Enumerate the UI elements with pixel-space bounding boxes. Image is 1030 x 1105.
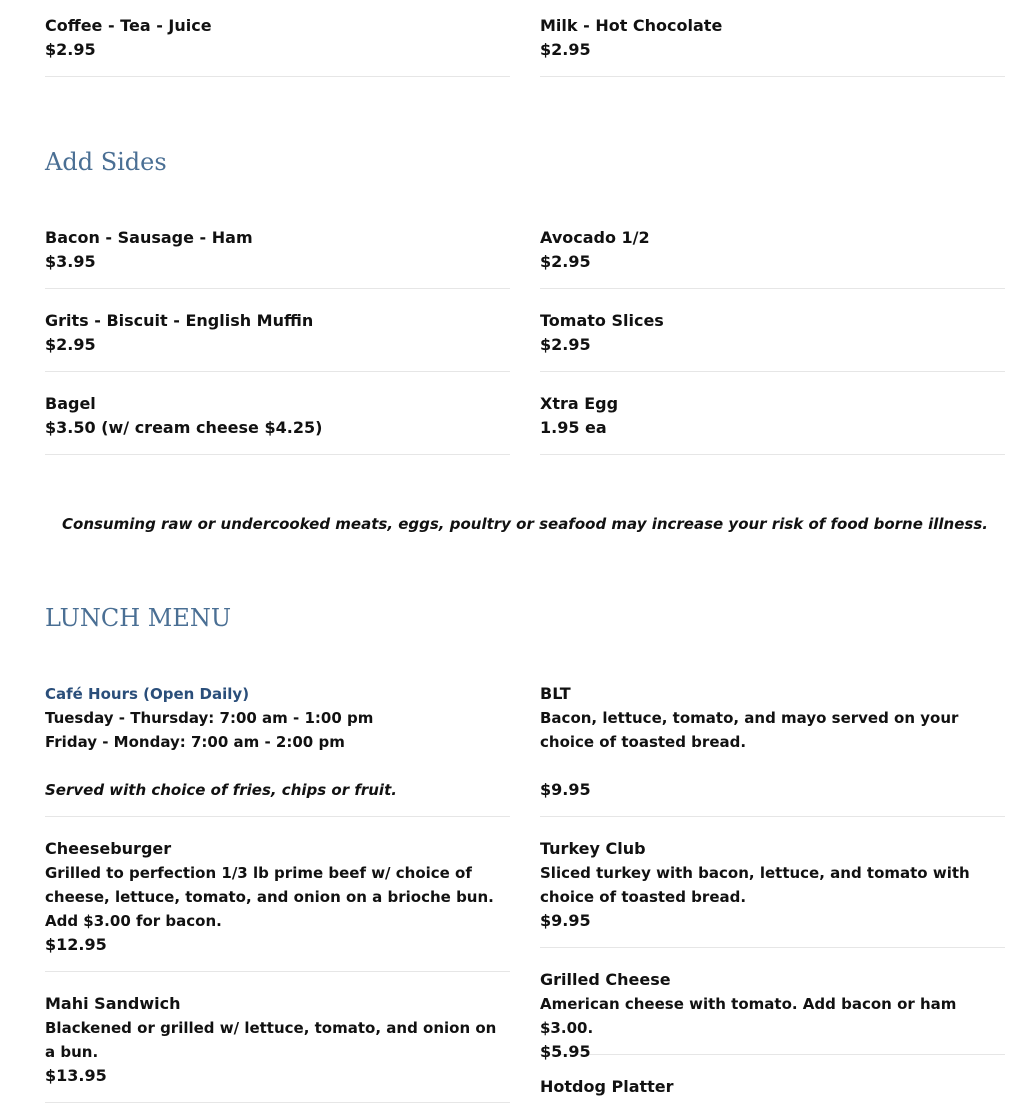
menu-item-avocado: [540, 226, 1005, 289]
cafe-hours-block: [45, 682, 510, 817]
item-name: Cheeseburger: [45, 839, 172, 858]
section-title-lunch-menu: LUNCH MENU: [45, 604, 232, 632]
item-price: $5.95: [540, 1042, 591, 1061]
item-price: $2.95: [540, 40, 591, 59]
cafe-hours-title: Café Hours (Open Daily): [45, 685, 250, 703]
hours-weekday: Tuesday - Thursday: 7:00 am - 1:00 pm: [45, 709, 374, 727]
menu-item-grilled-cheese: [540, 968, 1005, 1061]
item-price: $3.95: [45, 252, 96, 271]
item-name: Bacon - Sausage - Ham: [45, 228, 253, 247]
menu-item-bacon-sausage-ham: [45, 226, 510, 289]
item-price: $12.95: [45, 935, 107, 954]
item-description: Grilled to perfection 1/3 lb prime beef w/ choice of cheese, lettuce, tomato, and onion on a brioche bun. Add $3.00 for bacon.: [45, 864, 494, 930]
item-description: Sliced turkey with bacon, lettuce, and tomato with choice of toasted bread.: [540, 864, 970, 906]
item-name: Grilled Cheese: [540, 970, 671, 989]
item-price: $9.95: [540, 911, 591, 930]
item-price: $2.95: [540, 335, 591, 354]
item-name: Tomato Slices: [540, 311, 664, 330]
item-name: Avocado 1/2: [540, 228, 650, 247]
item-name: Coffee - Tea - Juice: [45, 16, 212, 35]
section-title-add-sides: Add Sides: [45, 148, 167, 176]
item-price: 1.95 ea: [540, 418, 607, 437]
item-price: $2.95: [45, 40, 96, 59]
menu-item-blt: [540, 682, 1005, 817]
menu-item-cheeseburger: [45, 837, 510, 972]
item-name: Mahi Sandwich: [45, 994, 181, 1013]
item-price: $2.95: [540, 252, 591, 271]
item-description: Bacon, lettuce, tomato, and mayo served on your choice of toasted bread.: [540, 709, 959, 751]
item-price: $9.95: [540, 780, 591, 799]
item-name: Grits - Biscuit - English Muffin: [45, 311, 314, 330]
menu-item-mahi-sandwich: [45, 992, 510, 1103]
menu-item-turkey-club: [540, 837, 1005, 948]
item-name: BLT: [540, 684, 571, 703]
item-name: Bagel: [45, 394, 96, 413]
menu-item-bagel: [45, 392, 510, 455]
item-description: American cheese with tomato. Add bacon or ham $3.00.: [540, 995, 957, 1037]
menu-item-milk-hot-chocolate: [540, 14, 1005, 77]
item-name: Milk - Hot Chocolate: [540, 16, 723, 35]
menu-item-tomato-slices: [540, 309, 1005, 372]
hours-weekend: Friday - Monday: 7:00 am - 2:00 pm: [45, 733, 345, 751]
menu-item-coffee-tea-juice: [45, 14, 510, 77]
sides-note: Served with choice of fries, chips or fruit.: [45, 781, 397, 799]
menu-item-hotdog-platter: [540, 1075, 1005, 1105]
food-safety-disclaimer: Consuming raw or undercooked meats, eggs, poultry or seafood may increase your risk of food borne illness.: [62, 515, 988, 533]
item-name: Hotdog Platter: [540, 1077, 674, 1096]
menu-item-xtra-egg: [540, 392, 1005, 455]
item-description: Blackened or grilled w/ lettuce, tomato, and onion on a bun.: [45, 1019, 497, 1061]
item-price: $2.95: [45, 335, 96, 354]
item-name: Turkey Club: [540, 839, 646, 858]
item-name: Xtra Egg: [540, 394, 619, 413]
item-price: $3.50 (w/ cream cheese $4.25): [45, 418, 323, 437]
menu-item-grits-biscuit-muffin: [45, 309, 510, 372]
item-price: $13.95: [45, 1066, 107, 1085]
